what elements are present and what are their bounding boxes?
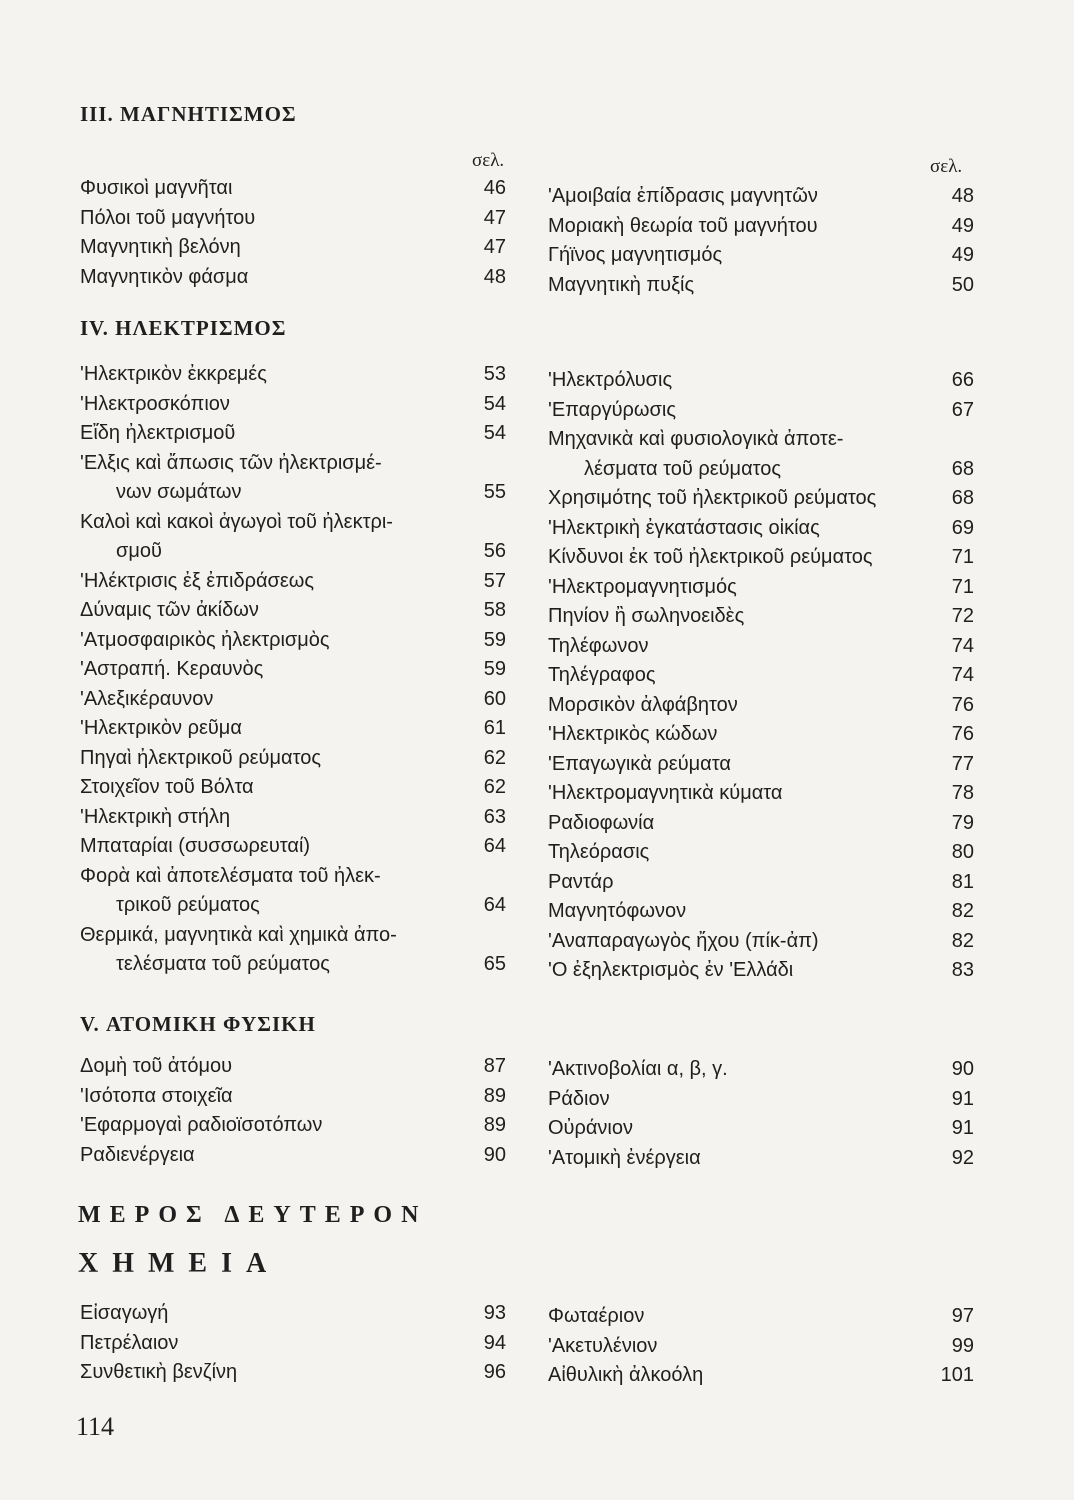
toc-entry-title: 'Ηλεκτρικὴ ἐγκατάστασις οἰκίας bbox=[548, 516, 820, 539]
toc-entry-page: 96 bbox=[483, 1361, 506, 1383]
toc-entry-title: Μαγνητικὴ βελόνη bbox=[80, 236, 241, 258]
toc-entry bbox=[548, 270, 974, 300]
toc-entry bbox=[548, 365, 974, 395]
toc-entry bbox=[80, 861, 506, 891]
section-title-atomic: V. ΑΤΟΜΙΚΗ ΦΥΣΙΚΗ bbox=[80, 1012, 316, 1036]
toc-entry-page: 101 bbox=[940, 1364, 974, 1386]
toc-entry-page: 60 bbox=[483, 687, 506, 710]
toc-entry bbox=[548, 1113, 974, 1143]
toc-entry-page: 54 bbox=[483, 392, 506, 415]
toc-entry-title: Μορσικὸν ἀλφάβητον bbox=[548, 693, 738, 716]
toc-entry bbox=[548, 837, 974, 867]
toc-entry-title: 'Αστραπή. Κεραυνὸς bbox=[80, 658, 264, 680]
toc-entry bbox=[80, 713, 506, 743]
toc-entry-page: 74 bbox=[951, 634, 974, 657]
toc-entry-title: 'Ηλεκτροσκόπιον bbox=[80, 392, 230, 415]
toc-entry-page: 54 bbox=[483, 422, 506, 444]
toc-entry-title: Μοριακὴ θεωρία τοῦ μαγνήτου bbox=[548, 214, 818, 237]
toc-entry-title: 'Ελξις καὶ ἄπωσις τῶν ἠλεκτρισμέ- bbox=[80, 451, 382, 474]
toc-entry-title: Πόλοι τοῦ μαγνήτου bbox=[80, 206, 256, 229]
toc-entry-page: 83 bbox=[951, 959, 974, 981]
toc-entry-title: 'Ο ἐξηλεκτρισμὸς ἐν 'Ελλάδι bbox=[548, 959, 794, 981]
toc-entry bbox=[80, 890, 506, 920]
toc-entry-page: 46 bbox=[483, 177, 506, 199]
toc-entry-title: Ραδιοφωνία bbox=[548, 811, 655, 834]
toc-entry bbox=[80, 831, 506, 861]
toc-entry-title: Πετρέλαιον bbox=[80, 1331, 179, 1354]
toc-entry-title: Εἰσαγωγή bbox=[80, 1302, 169, 1324]
toc-entry-page: 64 bbox=[483, 894, 506, 916]
toc-entry-page: 72 bbox=[951, 605, 974, 627]
toc-entry bbox=[80, 359, 506, 389]
toc-entry-title: 'Αμοιβαία ἐπίδρασις μαγνητῶν bbox=[548, 185, 818, 207]
toc-entry-title: 'Ηλεκτρομαγνητισμός bbox=[548, 575, 737, 598]
toc-entry-title: Ραδιενέργεια bbox=[80, 1143, 195, 1166]
toc-entry-page: 89 bbox=[483, 1114, 506, 1136]
toc-entry-page: 90 bbox=[483, 1143, 506, 1166]
toc-entry-title: Εἴδη ἠλεκτρισμοῦ bbox=[80, 422, 236, 444]
toc-entry bbox=[548, 660, 974, 690]
toc-entry bbox=[80, 389, 506, 419]
toc-entry bbox=[80, 262, 506, 292]
toc-entry bbox=[80, 173, 506, 203]
toc-entry-page: 61 bbox=[483, 717, 506, 739]
toc-entry-page: 79 bbox=[951, 811, 974, 834]
toc-entry-page: 56 bbox=[483, 540, 506, 562]
toc-entry-page: 81 bbox=[951, 870, 974, 893]
toc-entry-title: Συνθετικὴ βενζίνη bbox=[80, 1361, 238, 1383]
toc-entry bbox=[80, 595, 506, 625]
toc-entry-page: 82 bbox=[951, 900, 974, 922]
toc-entry bbox=[80, 920, 506, 950]
toc-entry-page: 69 bbox=[951, 516, 974, 539]
toc-entry-title: Θερμικά, μαγνητικὰ καὶ χημικὰ ἀπο- bbox=[80, 923, 397, 946]
toc-entry-title: Τηλεόρασις bbox=[548, 841, 650, 863]
toc-entry bbox=[80, 1328, 506, 1358]
toc-entry-page: 59 bbox=[483, 628, 506, 651]
toc-entry-page: 76 bbox=[951, 693, 974, 716]
toc-entry-page: 59 bbox=[483, 658, 506, 680]
toc-entry-title: 'Ισότοπα στοιχεῖα bbox=[80, 1084, 233, 1107]
toc-entry bbox=[80, 203, 506, 233]
toc-entry-page: 47 bbox=[483, 206, 506, 229]
toc-entry bbox=[548, 1331, 974, 1361]
section-title-electricity: IV. ΗΛΕΚΤΡΙΣΜΟΣ bbox=[80, 316, 287, 340]
toc-entry-title: Οὐράνιον bbox=[548, 1117, 633, 1139]
toc-entry bbox=[80, 949, 506, 979]
toc-entry-page: 74 bbox=[951, 664, 974, 686]
toc-entry-page: 71 bbox=[951, 546, 974, 568]
toc-entry-page: 71 bbox=[951, 575, 974, 598]
toc-entry-title: Στοιχεῖον τοῦ Βόλτα bbox=[80, 776, 254, 798]
toc-entry-title: Γήϊνος μαγνητισμός bbox=[548, 244, 723, 266]
toc-entry-title: 'Ατμοσφαιρικὸς ἠλεκτρισμὸς bbox=[80, 628, 330, 651]
part-two-title: ΜΕΡΟΣ ΔΕΥΤΕΡΟΝ bbox=[78, 1202, 428, 1228]
toc-entry bbox=[548, 719, 974, 749]
toc-entry-page: 47 bbox=[483, 236, 506, 258]
toc-entry-title: Πηνίον ἢ σωληνοειδὲς bbox=[548, 605, 745, 627]
toc-entry bbox=[548, 601, 974, 631]
toc-entry bbox=[548, 808, 974, 838]
toc-entry-title: Μπαταρίαι (συσσωρευταί) bbox=[80, 835, 311, 857]
toc-entry bbox=[80, 448, 506, 478]
toc-entry-page: 90 bbox=[951, 1058, 974, 1080]
toc-entry-page: 68 bbox=[951, 457, 974, 480]
toc-entry bbox=[80, 684, 506, 714]
toc-entry-page: 66 bbox=[951, 369, 974, 391]
toc-entry bbox=[548, 1360, 974, 1390]
toc-entry bbox=[80, 1140, 506, 1170]
toc-entry-page: 92 bbox=[951, 1146, 974, 1169]
toc-entry bbox=[548, 926, 974, 956]
toc-entry-title: 'Εφαρμογαὶ ραδιοϊσοτόπων bbox=[80, 1114, 323, 1136]
toc-entry-title: σμοῦ bbox=[116, 540, 162, 562]
toc-entry bbox=[548, 1301, 974, 1331]
toc-entry-page: 49 bbox=[951, 244, 974, 266]
toc-entry-page: 93 bbox=[483, 1302, 506, 1324]
toc-entry-page: 50 bbox=[951, 273, 974, 296]
toc-entry-page: 58 bbox=[483, 599, 506, 621]
toc-entry-title: 'Ηλεκτρικὸν ρεῦμα bbox=[80, 717, 242, 739]
toc-entry-page: 97 bbox=[951, 1305, 974, 1327]
toc-entry-title: Κίνδυνοι ἐκ τοῦ ἠλεκτρικοῦ ρεύματος bbox=[548, 546, 873, 568]
toc-entry-page: 99 bbox=[951, 1334, 974, 1357]
toc-entry-page: 48 bbox=[951, 185, 974, 207]
toc-entry-title: Τηλέγραφος bbox=[548, 664, 656, 686]
toc-entry-title: 'Αναπαραγωγὸς ἤχου (πίκ-ἀπ) bbox=[548, 929, 819, 952]
toc-entry-page: 78 bbox=[951, 782, 974, 804]
toc-entry bbox=[548, 896, 974, 926]
toc-entry bbox=[548, 955, 974, 985]
toc-entry-title: Μαγνητικὸν φάσμα bbox=[80, 265, 249, 288]
toc-entry-title: Καλοὶ καὶ κακοὶ ἀγωγοὶ τοῦ ἠλεκτρι- bbox=[80, 510, 393, 533]
toc-entry-title: Αἰθυλικὴ ἀλκοόλη bbox=[548, 1364, 704, 1386]
toc-entry bbox=[548, 181, 974, 211]
toc-entry-title: Πηγαὶ ἠλεκτρικοῦ ρεύματος bbox=[80, 746, 321, 769]
toc-entry bbox=[80, 566, 506, 596]
toc-entry-title: 'Επαγωγικὰ ρεύματα bbox=[548, 752, 731, 775]
toc-entry bbox=[80, 418, 506, 448]
toc-entry bbox=[80, 1081, 506, 1111]
page-number: 114 bbox=[76, 1412, 115, 1441]
toc-entry-page: 65 bbox=[483, 953, 506, 975]
toc-entry-page: 77 bbox=[951, 752, 974, 775]
toc-entry-title: Φορὰ καὶ ἀποτελέσματα τοῦ ἠλεκ- bbox=[80, 864, 381, 887]
toc-entry bbox=[80, 772, 506, 802]
toc-entry-title: Δομὴ τοῦ ἀτόμου bbox=[80, 1055, 233, 1077]
toc-entry-title: 'Ηλεκτρικὸς κώδων bbox=[548, 723, 718, 745]
toc-entry-title: Ραντάρ bbox=[548, 870, 614, 893]
toc-entry bbox=[80, 654, 506, 684]
toc-entry-title: Φωταέριον bbox=[548, 1305, 645, 1327]
toc-entry bbox=[548, 778, 974, 808]
toc-entry bbox=[548, 513, 974, 543]
toc-entry-title: Μαγνητόφωνον bbox=[548, 900, 687, 922]
toc-entry-page: 94 bbox=[483, 1331, 506, 1354]
toc-entry bbox=[548, 542, 974, 572]
toc-entry-page: 87 bbox=[483, 1055, 506, 1077]
toc-entry bbox=[548, 1143, 974, 1173]
toc-entry-page: 91 bbox=[951, 1117, 974, 1139]
toc-entry-page: 49 bbox=[951, 214, 974, 237]
toc-entry bbox=[80, 232, 506, 262]
toc-entry bbox=[548, 211, 974, 241]
toc-entry-page: 53 bbox=[483, 363, 506, 385]
toc-entry bbox=[548, 631, 974, 661]
toc-entry bbox=[548, 690, 974, 720]
page-column-label-right: σελ. bbox=[930, 156, 963, 177]
toc-entry-title: Τηλέφωνον bbox=[548, 634, 649, 657]
section-title-chemistry: ΧΗΜΕΙΑ bbox=[78, 1248, 281, 1279]
toc-entry bbox=[80, 1110, 506, 1140]
toc-entry-title: 'Αλεξικέραυνον bbox=[80, 687, 214, 710]
toc-entry bbox=[548, 240, 974, 270]
toc-entry bbox=[80, 1357, 506, 1387]
toc-entry-title: 'Ακετυλένιον bbox=[548, 1334, 658, 1357]
toc-entry bbox=[548, 867, 974, 897]
toc-entry-title: Μηχανικὰ καὶ φυσιολογικὰ ἀποτε- bbox=[548, 428, 844, 450]
toc-entry-page: 62 bbox=[483, 746, 506, 769]
toc-entry-title: 'Ηλεκτρικὴ στήλη bbox=[80, 805, 231, 828]
toc-entry-title: λέσματα τοῦ ρεύματος bbox=[584, 457, 782, 480]
toc-entry-page: 91 bbox=[951, 1087, 974, 1110]
toc-entry-page: 80 bbox=[951, 841, 974, 863]
toc-entry bbox=[80, 1298, 506, 1328]
toc-entry-title: Δύναμις τῶν ἀκίδων bbox=[80, 599, 259, 621]
toc-entry-page: 62 bbox=[483, 776, 506, 798]
toc-entry bbox=[80, 1051, 506, 1081]
toc-entry-title: τελέσματα τοῦ ρεύματος bbox=[116, 953, 330, 975]
toc-entry bbox=[80, 743, 506, 773]
toc-entry-title: τρικοῦ ρεύματος bbox=[116, 894, 260, 916]
toc-entry bbox=[548, 749, 974, 779]
toc-entry-title: Φυσικοὶ μαγνῆται bbox=[80, 177, 233, 199]
toc-entry-page: 57 bbox=[483, 569, 506, 592]
toc-entry bbox=[80, 536, 506, 566]
toc-entry-page: 82 bbox=[951, 929, 974, 952]
toc-entry-title: 'Ηλέκτρισις ἐξ ἐπιδράσεως bbox=[80, 569, 315, 592]
toc-entry bbox=[548, 424, 974, 454]
toc-entry bbox=[548, 395, 974, 425]
toc-entry-title: Ράδιον bbox=[548, 1087, 610, 1110]
toc-entry-title: 'Επαργύρωσις bbox=[548, 398, 676, 421]
toc-entry bbox=[80, 507, 506, 537]
toc-entry bbox=[80, 625, 506, 655]
toc-entry bbox=[548, 1084, 974, 1114]
toc-entry bbox=[80, 802, 506, 832]
toc-entry-page: 68 bbox=[951, 487, 974, 509]
toc-entry-title: 'Ακτινοβολίαι α, β, γ. bbox=[548, 1058, 728, 1080]
toc-entry bbox=[548, 454, 974, 484]
toc-entry bbox=[80, 477, 506, 507]
toc-entry-title: 'Ατομικὴ ἐνέργεια bbox=[548, 1146, 701, 1169]
section-title-magnetism: III. ΜΑΓΝΗΤΙΣΜΟΣ bbox=[80, 102, 297, 126]
toc-entry-title: νων σωμάτων bbox=[116, 481, 242, 503]
toc-entry-title: 'Ηλεκτρομαγνητικὰ κύματα bbox=[548, 782, 783, 804]
toc-entry-page: 48 bbox=[483, 265, 506, 288]
page-column-label-left: σελ. bbox=[472, 150, 505, 171]
toc-entry-title: Χρησιμότης τοῦ ἠλεκτρικοῦ ρεύματος bbox=[548, 487, 877, 509]
toc-entry-title: Μαγνητικὴ πυξίς bbox=[548, 273, 695, 296]
toc-entry bbox=[548, 483, 974, 513]
toc-entry-page: 55 bbox=[483, 481, 506, 503]
toc-entry-page: 67 bbox=[951, 398, 974, 421]
toc-entry bbox=[548, 1054, 974, 1084]
toc-entry-title: 'Ηλεκτρικὸν ἐκκρεμές bbox=[80, 363, 267, 385]
toc-entry bbox=[548, 572, 974, 602]
toc-entry-page: 89 bbox=[483, 1084, 506, 1107]
toc-entry-page: 76 bbox=[951, 723, 974, 745]
toc-entry-page: 64 bbox=[483, 835, 506, 857]
toc-entry-title: 'Ηλεκτρόλυσις bbox=[548, 369, 673, 391]
toc-entry-page: 63 bbox=[483, 805, 506, 828]
